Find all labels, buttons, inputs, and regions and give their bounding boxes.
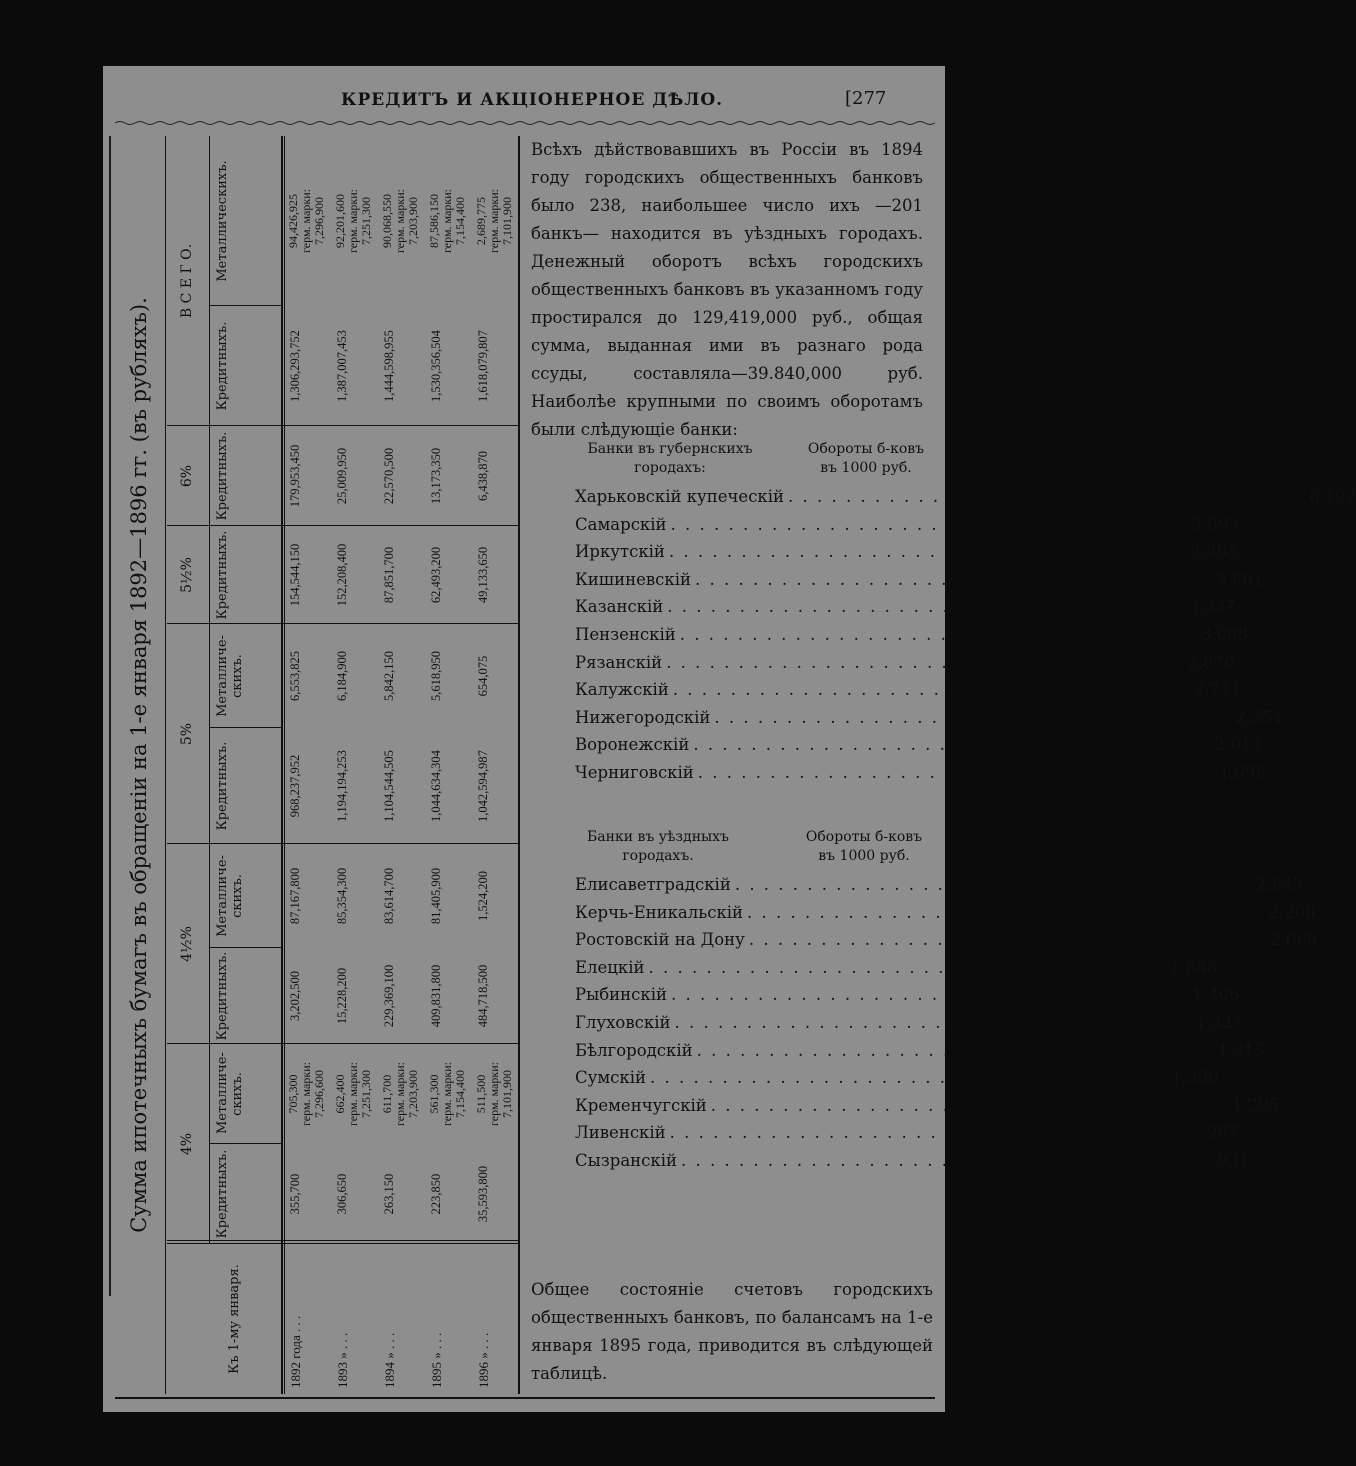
cell-k4-3: 223,850 <box>429 1173 443 1215</box>
list1-item-name: Калужскій <box>575 680 669 700</box>
dot-leader: . . . . . . . . . . . . . . . . . . . . . . . . . . . . . . . . . . . . <box>748 930 1264 950</box>
cell-k55-4: 49,133,650 <box>476 546 490 604</box>
dot-leader: . . . . . . . . . . . . . . . . . . . . . . . . . . . . . . . . . . . . <box>666 652 1181 672</box>
cell-m45-2: 83,614,700 <box>382 867 396 925</box>
cell-m4-4-0: 511,500 <box>474 1074 488 1114</box>
sub-header-k6: Кредитныхъ. <box>215 431 230 521</box>
list2-item <box>575 1119 1239 1146</box>
cell-k6-4: 6,438,870 <box>476 451 490 501</box>
list1-item-name: Кишиневскій <box>575 569 691 589</box>
dot-leader: . . . . . . . . . . . . . . . . . . . . . . . . . . . . . . . . . . . . <box>680 1151 1196 1170</box>
list1-item-value: 2,554 <box>1235 707 1283 727</box>
list2-item-name: Сызранскій <box>575 1151 677 1170</box>
cell-m5-3: 5,618,950 <box>429 651 443 701</box>
cell-ktot-2: 1,444,598,955 <box>382 330 396 402</box>
wavy-rule <box>115 120 935 126</box>
cell-k45-1: 15,228,200 <box>335 967 349 1025</box>
cell-ktot-3: 1,530,356,504 <box>429 330 443 402</box>
list2-item-name: Елисаветградскій <box>575 875 731 894</box>
sub-header-k55: Кредитныхъ. <box>215 530 230 620</box>
list2-item <box>575 1064 1219 1091</box>
list2-item-value: 1,295 <box>1231 1095 1280 1115</box>
sub-header-m5: Металличе-скихъ. <box>215 635 245 717</box>
cell-ktot-1: 1,387,007,453 <box>335 330 349 402</box>
list1-item <box>575 538 1238 565</box>
dot-leader: . . . . . . . . . . . . . . . . . . . . . . . . . . . . . . . . . . . . <box>670 514 1185 534</box>
group-header-2: 5% <box>179 722 195 746</box>
cell-k45-4: 484,718,500 <box>476 964 490 1028</box>
list2-item-value: 987 <box>1206 1123 1239 1143</box>
cell-k5-1: 1,194,194,253 <box>335 750 349 822</box>
list2-item-name: Елецкій <box>575 957 645 977</box>
list1-item-name: Нижегородскій <box>575 707 711 727</box>
cell-mtot-4-2: 7,101,900 <box>500 197 514 245</box>
list2-item <box>575 926 1318 953</box>
cell-m45-3: 81,405,900 <box>429 867 443 925</box>
cell-k6-0: 179,953,450 <box>288 444 302 508</box>
sub-divider-4 <box>209 947 281 948</box>
list2-item-name: Кременчугскій <box>575 1095 707 1115</box>
cell-mtot-3-2: 7,154,400 <box>453 197 467 245</box>
cell-ktot-0: 1,306,293,752 <box>288 330 302 402</box>
list2-item-name: Бѣлгородскій <box>575 1040 693 1060</box>
list1-item-name: Казанскій <box>575 597 664 617</box>
group-divider-3 <box>167 1043 518 1044</box>
dot-leader: . . . . . . . . . . . . . . . . . . . . . . . . . . . . . . . . . . . . <box>788 487 1303 506</box>
sub-header-mtot: Металлическихъ. <box>215 160 230 282</box>
list2-item-name: Рыбинскій <box>575 985 667 1005</box>
list2-item-name: Ливенскій <box>575 1123 666 1143</box>
list1-item-name: Пензенскій <box>575 625 676 644</box>
cell-m4-4-1: герм. марки: <box>487 1062 501 1126</box>
list2-item <box>575 981 1240 1008</box>
list1-item-name: Харьковскій купеческій <box>575 487 785 506</box>
list2-item-value: 931 <box>1217 1151 1250 1170</box>
group-header-4: 6% <box>179 464 195 488</box>
list2-left-header <box>553 828 763 866</box>
list2-item-value: 1,315 <box>1217 1040 1266 1060</box>
dot-leader: . . . . . . . . . . . . . . . . . . . . . . . . . . . . . . . . . . . . <box>734 875 1250 894</box>
list2-item-value: 2,200 <box>1268 902 1316 922</box>
cell-m4-3-0: 561,300 <box>427 1074 441 1114</box>
list1-item <box>575 704 1283 731</box>
dot-leader: . . . . . . . . . . . . . . . . . . . . . . . . . . . . . . . . . . . . <box>669 1123 1185 1143</box>
list1-item-value: 8,192 <box>1309 487 1356 506</box>
list1-item <box>575 511 1239 538</box>
cell-k6-1: 25,009,950 <box>335 447 349 505</box>
cell-m4-2-2: 7,203,900 <box>406 1070 420 1118</box>
group-divider-8 <box>167 525 518 526</box>
dot-leader: . . . . . . . . . . . . . . . . . . . . . . . . . . . . . . . . . . . . <box>650 1068 1165 1088</box>
list1-item-value: 2.711 <box>1193 680 1242 700</box>
sub-header-m4: Металличе-скихъ. <box>215 1052 245 1134</box>
year-cell-3: 1895 » . . . <box>429 1332 444 1388</box>
list2-item-name: Сумскій <box>575 1068 646 1088</box>
cell-k45-0: 3,202,500 <box>288 971 302 1021</box>
list1-item-value: 3,893 <box>1191 514 1239 534</box>
cell-mtot-0-1: герм. марки: <box>299 189 313 253</box>
cell-m4-1-0: 662,400 <box>333 1074 347 1114</box>
cell-mtot-2-1: герм. марки: <box>393 189 407 253</box>
dot-leader: . . . . . . . . . . . . . . . . . . . . . . . . . . . . . . . . . . . . <box>710 1095 1226 1115</box>
cell-m4-3-2: 7,154,400 <box>453 1070 467 1118</box>
header-rule <box>281 136 283 1394</box>
cell-m4-0-0: 705,300 <box>286 1074 300 1114</box>
list1-item-name: Иркутскій <box>575 542 665 562</box>
list1-item <box>575 483 1356 510</box>
row-header-label: Къ 1-му января. <box>227 1264 242 1374</box>
list1-right-header <box>801 440 931 478</box>
list1-item-value: 3,008 <box>1200 625 1249 644</box>
table-bottom-rule <box>518 136 520 1394</box>
list2-item <box>575 1147 1250 1174</box>
table-title: Сумма ипотечныхъ бумагъ въ обращеніи на 1-е января 1892—1896 гг. (въ рубляхъ). <box>127 297 151 1233</box>
cell-m4-1-1: герм. марки: <box>346 1062 360 1126</box>
list2-item <box>575 1037 1266 1064</box>
sub-header-k5: Кредитныхъ. <box>215 741 230 831</box>
right-column <box>531 136 1356 1386</box>
year-cell-0: 1892 года . . . <box>288 1315 303 1388</box>
cell-k5-0: 968,237,952 <box>288 754 302 818</box>
dot-leader: . . . . . . . . . . . . . . . . . . . . . . . . . . . . . . . . . . . . <box>674 1013 1189 1032</box>
cell-k5-3: 1,044,634,304 <box>429 750 443 822</box>
list1-left-header-line2: городахъ: <box>634 460 706 476</box>
intro-paragraph: Всѣхъ дѣйствовавшихъ въ Россіи въ 1894 году городскихъ общественныхъ банковъ было 238, наибольшее число ихъ —201 банкъ— находится въ уѣздныхъ городахъ. Денежный оборотъ всѣхъ городскихъ общественныхъ банковъ въ указанномъ году простирался до 129,419,000 руб., общая сумма, выданная ими въ разнаго рода ссуды, составляла—39.840,000 руб. Наиболѣе крупными по своимъ оборотамъ были слѣдующіе банки: <box>531 140 923 439</box>
cell-mtot-4-0: 2,689,775 <box>474 197 488 245</box>
list1-right-header-line1: Обороты б-ковъ <box>807 441 925 457</box>
running-header-title: КРЕДИТЪ И АКЦІОНЕРНОЕ ДѢЛО. <box>341 90 724 110</box>
cell-k45-3: 409,831,800 <box>429 964 443 1028</box>
list2-item-value: 1,327 <box>1195 1013 1243 1032</box>
group-divider-5 <box>167 843 518 844</box>
list1-item <box>575 731 1262 758</box>
group-header-1: 4½% <box>179 926 195 962</box>
list1-right-header-line2: въ 1000 руб. <box>820 460 912 476</box>
list2-right-header-line1: Обороты б-ковъ <box>805 829 923 845</box>
list2-left-header-line2: городахъ. <box>622 848 694 864</box>
list2-right-header <box>799 828 929 866</box>
cell-m4-0-1: герм. марки: <box>299 1062 313 1126</box>
list2-item-name: Глуховскій <box>575 1013 671 1032</box>
list1-item-name: Воронежскій <box>575 735 690 755</box>
list1-item <box>575 649 1235 676</box>
cell-k4-4: 35,593,800 <box>476 1165 490 1223</box>
rotated-table <box>117 136 529 1394</box>
cell-m45-0: 87,167,800 <box>288 867 302 925</box>
dot-leader: . . . . . . . . . . . . . . . . . . . . . . . . . . . . . . . . . . . . <box>697 763 1213 782</box>
list1-item <box>575 759 1267 786</box>
list2-item-name: Ростовскій на Дону <box>575 930 745 950</box>
cell-m4-3-1: герм. марки: <box>440 1062 454 1126</box>
cell-k55-2: 87,851,700 <box>382 546 396 604</box>
list1-item <box>575 676 1242 703</box>
list1-item-value: 2,870 <box>1187 652 1235 672</box>
cell-mtot-2-2: 7,203,900 <box>406 197 420 245</box>
dot-leader: . . . . . . . . . . . . . . . . . . . . . . . . . . . . . . . . . . . . <box>648 957 1163 977</box>
list1-item <box>575 566 1264 593</box>
cell-mtot-3-1: герм. марки: <box>440 189 454 253</box>
list2-item-value: 2,843 <box>1255 875 1304 894</box>
row-header-divider <box>167 1240 518 1241</box>
cell-k55-3: 62,493,200 <box>429 546 443 604</box>
cell-m5-2: 5,842,150 <box>382 651 396 701</box>
sub-divider-6 <box>209 727 281 728</box>
list1-item <box>575 593 1236 620</box>
list2-left-header-line1: Банки въ уѣздныхъ <box>587 829 729 845</box>
dot-leader: . . . . . . . . . . . . . . . . . . . . . . . . . . . . . . . . . . . . <box>672 680 1188 700</box>
group-header-0: 4% <box>179 1132 195 1156</box>
list2-item-name: Керчь-Еникальскій <box>575 902 744 922</box>
page-number: [277 <box>845 88 887 109</box>
cell-m5-0: 6,553,825 <box>288 651 302 701</box>
cell-k6-3: 13,173,350 <box>429 447 443 505</box>
cell-mtot-3-0: 87,586,150 <box>427 194 441 248</box>
list2-item-value: 1,406 <box>1192 985 1240 1005</box>
cell-m5-4: 654,075 <box>476 655 490 697</box>
dot-leader: . . . . . . . . . . . . . . . . . . . . . . . . . . . . . . . . . . . . <box>747 902 1262 922</box>
group-header-3: 5½% <box>179 557 195 593</box>
mortgage-table <box>117 136 529 1394</box>
cell-m45-4: 1,524,200 <box>476 871 490 921</box>
cell-mtot-4-1: герм. марки: <box>487 189 501 253</box>
dot-leader: . . . . . . . . . . . . . . . . . . . . . . . . . . . . . . . . . . . . <box>694 569 1210 589</box>
cell-m4-2-1: герм. марки: <box>393 1062 407 1126</box>
cell-k5-4: 1,042,594,987 <box>476 750 490 822</box>
cell-mtot-0-2: 7,296,900 <box>312 197 326 245</box>
list1-left-header-line1: Банки въ губернскихъ <box>587 441 753 457</box>
table-left-rule <box>109 136 111 1296</box>
cell-m4-1-2: 7,251,300 <box>359 1070 373 1118</box>
sub-divider-2 <box>209 1143 281 1144</box>
list1-item-value: 3,337 <box>1188 597 1236 617</box>
cell-mtot-1-0: 92,201,600 <box>333 194 347 248</box>
cell-ktot-4: 1,618,079,807 <box>476 330 490 402</box>
outro-paragraph: Общее состояніе счетовъ городскихъ общественныхъ банковъ, по балансамъ на 1-е января 1895 года, приводится въ слѣдующей таблицѣ. <box>531 1280 933 1383</box>
cell-m5-1: 6,184,900 <box>335 651 349 701</box>
dot-leader: . . . . . . . . . . . . . . . . . . . . . . . . . . . . . . . . . . . . <box>667 597 1182 617</box>
cell-mtot-1-1: герм. марки: <box>346 189 360 253</box>
cell-mtot-0-0: 94,426,925 <box>286 194 300 248</box>
list2-item-value: 1,888 <box>1169 957 1217 977</box>
dot-leader: . . . . . . . . . . . . . . . . . . . . . . . . . . . . . . . . . . . . <box>679 625 1195 644</box>
sub-divider-10 <box>209 305 281 306</box>
cell-m4-0-2: 7,296,600 <box>312 1070 326 1118</box>
list2-right-header-line2: въ 1000 руб. <box>818 848 910 864</box>
group-header-5: В С Е Г О. <box>179 243 195 319</box>
book-page <box>103 66 1356 1412</box>
dot-leader: . . . . . . . . . . . . . . . . . . . . . . . . . . . . . . . . . . . . <box>714 707 1229 727</box>
sub-header-m45: Металличе-скихъ. <box>215 855 245 937</box>
year-cell-1: 1893 » . . . <box>335 1332 350 1388</box>
cell-k5-2: 1,104,544,505 <box>382 750 396 822</box>
list2-item-value: 2,068 <box>1269 930 1318 950</box>
list1-item-value: 3,883 <box>1190 542 1238 562</box>
list2-item <box>575 899 1316 926</box>
sub-header-k45: Кредитныхъ. <box>215 951 230 1041</box>
list1-item-name: Самарскій <box>575 514 667 534</box>
list1-item <box>575 621 1249 648</box>
cell-k55-1: 152,208,400 <box>335 543 349 607</box>
year-cell-2: 1894 » . . . <box>382 1332 397 1388</box>
dot-leader: . . . . . . . . . . . . . . . . . . . . . . . . . . . . . . . . . . . . <box>671 985 1186 1005</box>
list2-item-value: 1,306 <box>1171 1068 1219 1088</box>
list2-item <box>575 954 1217 981</box>
cell-k45-2: 229,369,100 <box>382 964 396 1028</box>
group-divider-7 <box>167 623 518 624</box>
list2-item <box>575 1092 1280 1119</box>
year-cell-4: 1896 » . . . <box>476 1332 491 1388</box>
list1-item-name: Черниговскій <box>575 763 694 782</box>
cell-k4-2: 263,150 <box>382 1173 396 1215</box>
group-divider-1 <box>167 1243 518 1244</box>
list2-item <box>575 1009 1243 1036</box>
list1-item-name: Рязанскій <box>575 652 663 672</box>
cell-k6-2: 22,570,500 <box>382 447 396 505</box>
cell-m45-1: 85,354,300 <box>335 867 349 925</box>
title-rule <box>165 136 166 1394</box>
list1-item-value: 1,996 <box>1218 763 1267 782</box>
group-divider-9 <box>167 425 518 426</box>
cell-k4-1: 306,650 <box>335 1173 349 1215</box>
dot-leader: . . . . . . . . . . . . . . . . . . . . . . . . . . . . . . . . . . . . <box>668 542 1184 562</box>
sub-header-k4: Кредитныхъ. <box>215 1149 230 1239</box>
list2-item <box>575 871 1304 898</box>
list1-item-value: 3,801 <box>1216 569 1264 589</box>
bottom-rule <box>115 1397 935 1399</box>
cell-m4-4-2: 7,101,900 <box>500 1070 514 1118</box>
cell-k55-0: 154,544,150 <box>288 543 302 607</box>
list1-left-header <box>565 440 775 478</box>
cell-m4-2-0: 611,700 <box>380 1074 394 1114</box>
group-rule <box>209 136 210 1244</box>
sub-header-ktot: Кредитныхъ. <box>215 321 230 411</box>
cell-mtot-1-2: 7,251,300 <box>359 197 373 245</box>
cell-mtot-2-0: 90,068,550 <box>380 194 394 248</box>
dot-leader: . . . . . . . . . . . . . . . . . . . . . . . . . . . . . . . . . . . . <box>696 1040 1212 1060</box>
header-rule-2 <box>284 136 285 1394</box>
list1-item-value: 2,014 <box>1214 735 1262 755</box>
cell-k4-0: 355,700 <box>288 1173 302 1215</box>
dot-leader: . . . . . . . . . . . . . . . . . . . . . . . . . . . . . . . . . . . . <box>693 735 1208 755</box>
